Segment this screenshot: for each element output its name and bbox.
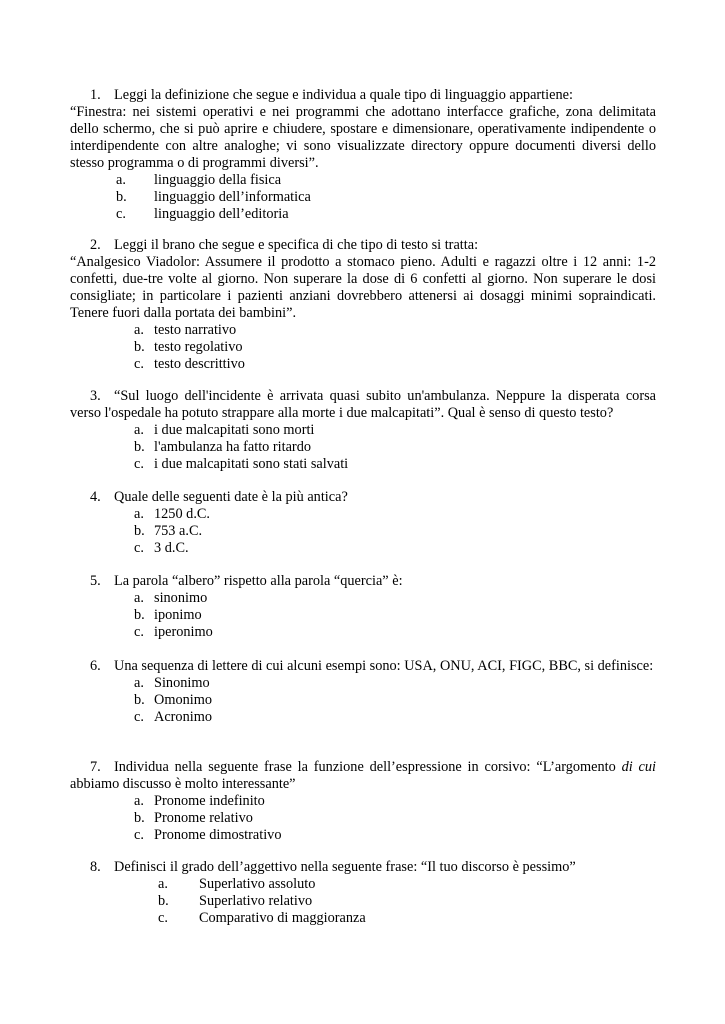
option-letter: a. (116, 172, 126, 188)
option-text: Acronimo (154, 709, 212, 725)
question-number: 7. (90, 759, 101, 775)
option-c[interactable] (70, 540, 656, 557)
option-letter: a. (134, 506, 144, 522)
option-text: Sinonimo (154, 675, 210, 691)
question-prompt: Una sequenza di lettere di cui alcuni esempi sono: USA, ONU, ACI, FIGC, BBC, si definisce: (114, 658, 654, 674)
option-letter: c. (116, 206, 126, 222)
option-text: Comparativo di maggioranza (199, 910, 366, 926)
question-1 (70, 87, 656, 223)
question-5 (70, 573, 656, 641)
option-text: Superlativo assoluto (199, 876, 316, 892)
option-letter: a. (134, 422, 144, 438)
question-number: 5. (90, 573, 101, 589)
question-number: 3. (90, 388, 101, 404)
question-6 (70, 658, 656, 726)
option-a[interactable] (70, 793, 656, 810)
option-letter: c. (158, 910, 168, 926)
question-number: 1. (90, 87, 101, 103)
option-letter: b. (134, 439, 145, 455)
option-letter: b. (158, 893, 169, 909)
option-text: 753 a.C. (154, 523, 203, 539)
option-letter: a. (134, 590, 144, 606)
option-letter: b. (134, 607, 145, 623)
option-b[interactable] (70, 523, 656, 540)
question-quote: “Analgesico Viadolor: Assumere il prodotto a stomaco pieno. Adulti e ragazzi oltre i 12 anni: 1-2 confetti, due-tre volte al giorno. Non superare la dose di 6 confetti al giorno. Non superare le dosi consigliate; in particolare i pazienti anziani dovrebbero attenersi ai dosaggi minimi sopraindicati. Tenere fuori dalla portata dei bambini”. (70, 254, 656, 321)
option-a[interactable] (70, 422, 656, 439)
question-number: 2. (90, 237, 101, 253)
option-text: testo narrativo (154, 322, 237, 338)
question-text (70, 859, 656, 876)
question-number: 4. (90, 489, 101, 505)
option-text: testo regolativo (154, 339, 243, 355)
question-text (70, 489, 656, 506)
option-letter: b. (134, 810, 145, 826)
question-text (70, 759, 656, 793)
option-letter: c. (134, 456, 144, 472)
option-b[interactable] (70, 893, 656, 910)
option-text: 1250 d.C. (154, 506, 211, 522)
options-list (70, 590, 656, 641)
option-b[interactable] (70, 339, 656, 356)
question-text (70, 658, 656, 675)
option-letter: b. (116, 189, 127, 205)
option-b[interactable] (70, 607, 656, 624)
question-text (70, 237, 656, 322)
question-prompt: Quale delle seguenti date è la più antica? (114, 489, 348, 505)
option-letter: b. (134, 692, 145, 708)
question-quote: “Finestra: nei sistemi operativi e nei programmi che adottano interfacce grafiche, zona delimitata dello schermo, che si può aprire e chiudere, spostare e dimensionare, operativamente indipendente o interdipendente con altre analoghe; vi sono visualizzate directory oppure documenti diversi dello stesso programma o di programmi diversi”. (70, 104, 656, 171)
question-text (70, 573, 656, 590)
option-a[interactable] (70, 506, 656, 523)
question-number: 8. (90, 859, 101, 875)
italic-expression: di cui (621, 759, 656, 775)
option-text: sinonimo (154, 590, 208, 606)
option-text: linguaggio dell’editoria (154, 206, 289, 222)
option-text: Superlativo relativo (199, 893, 313, 909)
question-prompt: La parola “albero” rispetto alla parola “quercia” è: (114, 573, 403, 589)
options-list (70, 793, 656, 844)
option-c[interactable] (70, 206, 656, 223)
option-a[interactable] (70, 172, 656, 189)
option-c[interactable] (70, 709, 656, 726)
option-letter: a. (134, 793, 144, 809)
option-b[interactable] (70, 439, 656, 456)
option-letter: b. (134, 523, 145, 539)
question-text (70, 87, 656, 172)
question-8 (70, 859, 656, 927)
option-text: linguaggio dell’informatica (154, 189, 311, 205)
option-c[interactable] (70, 827, 656, 844)
question-prompt: Definisci il grado dell’aggettivo nella seguente frase: “Il tuo discorso è pessimo” (114, 859, 576, 875)
option-letter: a. (158, 876, 168, 892)
option-c[interactable] (70, 624, 656, 641)
option-letter: c. (134, 356, 144, 372)
question-text (70, 388, 656, 422)
question-3 (70, 388, 656, 473)
options-list (70, 506, 656, 557)
option-text: linguaggio della fisica (154, 172, 282, 188)
question-number: 6. (90, 658, 101, 674)
question-prompt: Leggi il brano che segue e specifica di che tipo di testo si tratta: (114, 237, 479, 253)
option-a[interactable] (70, 675, 656, 692)
option-text: l'ambulanza ha fatto ritardo (154, 439, 311, 455)
option-letter: b. (134, 339, 145, 355)
option-text: Pronome relativo (154, 810, 253, 826)
question-2 (70, 237, 656, 373)
option-letter: a. (134, 675, 144, 691)
question-prompt: Leggi la definizione che segue e individua a quale tipo di linguaggio appartiene: (114, 87, 573, 103)
question-prompt: Individua nella seguente frase la funzione dell’espressione in corsivo: “L’argomento (114, 759, 622, 775)
options-list (70, 675, 656, 726)
question-prompt: “Sul luogo dell'incidente è arrivata quasi subito un'ambulanza. Neppure la disperata corsa verso l'ospedale ha potuto strappare alla morte i due malcapitati”. Qual è senso di questo testo? (70, 388, 656, 421)
option-text: i due malcapitati sono morti (154, 422, 315, 438)
option-b[interactable] (70, 810, 656, 827)
option-c[interactable] (70, 356, 656, 373)
options-list (70, 422, 656, 473)
option-b[interactable] (70, 692, 656, 709)
question-prompt-end: abbiamo discusso è molto interessante” (70, 776, 296, 792)
option-a[interactable] (70, 322, 656, 339)
option-text: testo descrittivo (154, 356, 245, 372)
option-text: 3 d.C. (154, 540, 189, 556)
option-letter: c. (134, 540, 144, 556)
options-list (70, 172, 656, 223)
option-letter: c. (134, 624, 144, 640)
question-4 (70, 489, 656, 557)
option-text: Pronome indefinito (154, 793, 265, 809)
option-letter: c. (134, 827, 144, 843)
options-list (70, 876, 656, 927)
option-text: iponimo (154, 607, 202, 623)
option-c[interactable] (70, 456, 656, 473)
option-letter: c. (134, 709, 144, 725)
option-text: Omonimo (154, 692, 212, 708)
option-text: iperonimo (154, 624, 213, 640)
option-a[interactable] (70, 876, 656, 893)
option-b[interactable] (70, 189, 656, 206)
option-a[interactable] (70, 590, 656, 607)
option-text: i due malcapitati sono stati salvati (154, 456, 349, 472)
options-list (70, 322, 656, 373)
option-text: Pronome dimostrativo (154, 827, 282, 843)
question-7 (70, 759, 656, 844)
option-c[interactable] (70, 910, 656, 927)
option-letter: a. (134, 322, 144, 338)
